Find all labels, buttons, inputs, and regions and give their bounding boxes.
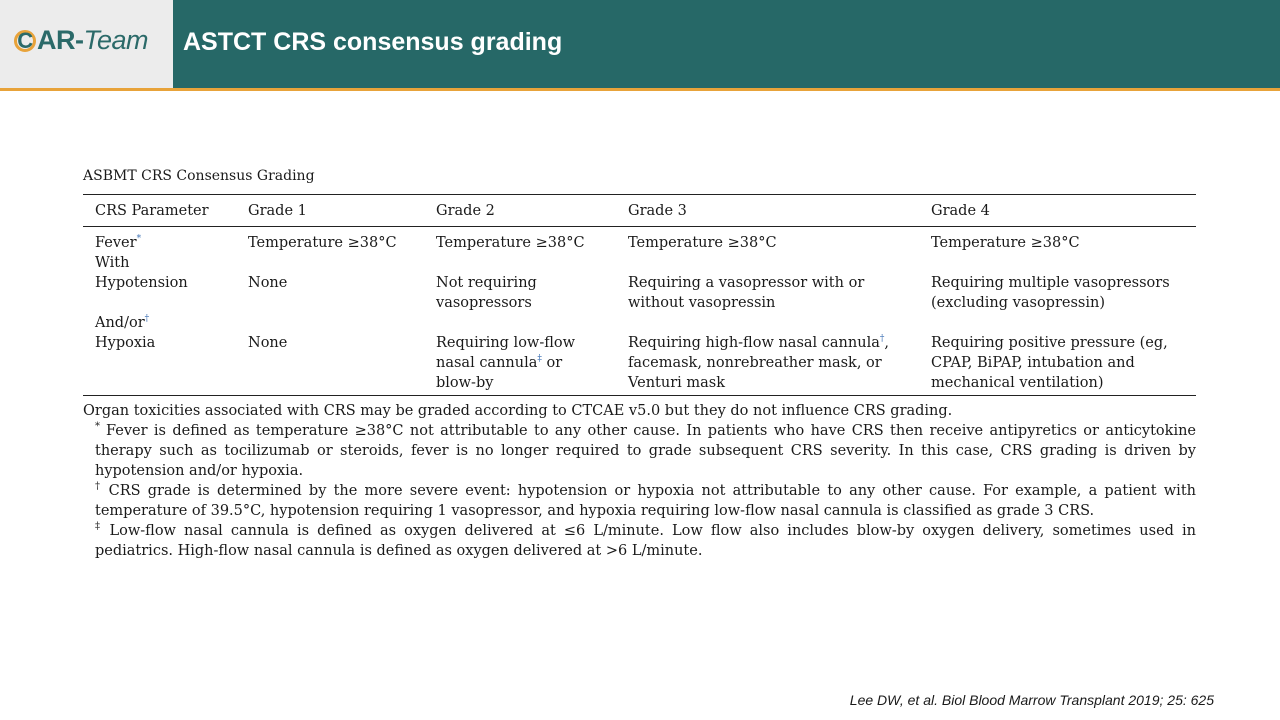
car-team-logo xyxy=(14,25,148,56)
note-fever-definition: * Fever is defined as temperature ≥38°C not attributable to any other cause. In patients who have CRS then receive antipyretics or anticytokine therapy such as tocilizumab or steroids, fever is no longer required to grade subsequent CRS severity. In this case, CRS grading is driven by hypotension and/or hypoxia. xyxy=(95,421,1196,479)
header-crs-parameter: CRS Parameter xyxy=(83,195,248,227)
hypoxia-g2-footnote-mark: ‡ xyxy=(537,354,542,365)
logo-team-text: Team xyxy=(83,25,149,55)
param-with: With xyxy=(95,255,130,271)
hypoxia-g3-footnote-mark: † xyxy=(879,334,885,345)
grading-table xyxy=(83,194,1196,396)
table-header-row xyxy=(83,195,1196,227)
header-grade-4: Grade 4 xyxy=(931,195,1196,227)
note-nasal-cannula: ‡ Low-flow nasal cannula is defined as oxygen delivered at ≤6 L/minute. Low flow also includes blow-by oxygen delivery, sometimes used in pediatrics. High-flow nasal cannula is defined as oxygen delivered at >6 L/minute. xyxy=(95,521,1196,559)
hypotension-grade-3: Requiring a vasopressor with or without vasopressin xyxy=(628,275,865,311)
hypotension-grade-4: Requiring multiple vasopressors (excluding vasopressin) xyxy=(931,275,1170,311)
hypoxia-grade-4: Requiring positive pressure (eg, CPAP, BiPAP, intubation and mechanical ventilation) xyxy=(931,333,1196,396)
table-row-with xyxy=(83,253,1196,273)
note-organ-toxicities: Organ toxicities associated with CRS may be graded according to CTCAE v5.0 but they do not influence CRS grading. xyxy=(83,403,953,419)
fever-footnote-mark: * xyxy=(136,234,142,245)
param-hypoxia: Hypoxia xyxy=(83,333,248,396)
table-footnotes xyxy=(83,401,1196,561)
hypotension-grade-1: None xyxy=(248,275,288,291)
hypotension-grade-2: Not requiring vasopressors xyxy=(436,275,537,311)
note-grade-determination: † CRS grade is determined by the more severe event: hypotension or hypoxia not attributable to any other cause. For example, a patient with temperature of 39.5°C, hypotension requiring 1 vasopressor, and hypoxia requiring low-flow nasal cannula is classified as grade 3 CRS. xyxy=(95,481,1196,519)
slide-content xyxy=(83,168,1196,561)
table-caption: ASBMT CRS Consensus Grading xyxy=(83,168,315,184)
table-row-andor xyxy=(83,313,1196,333)
header-accent-line xyxy=(0,88,1280,91)
param-andor: And/or† xyxy=(95,314,150,331)
slide-title: ASTCT CRS consensus grading xyxy=(183,28,563,56)
fever-grade-2: Temperature ≥38°C xyxy=(436,235,585,251)
logo-ar-text: AR- xyxy=(37,25,84,55)
fever-label: Fever xyxy=(95,235,137,251)
header-grade-3: Grade 3 xyxy=(628,195,931,227)
table-row-hypotension xyxy=(83,273,1196,313)
hypoxia-grade-2: Requiring low-flow nasal cannula‡ or blow-by xyxy=(436,333,628,396)
fever-grade-3: Temperature ≥38°C xyxy=(628,235,777,251)
param-fever xyxy=(83,227,248,254)
fever-grade-1: Temperature ≥38°C xyxy=(248,235,397,251)
header-bar xyxy=(173,0,1280,88)
param-hypotension: Hypotension xyxy=(95,275,188,291)
header-grade-1: Grade 1 xyxy=(248,195,436,227)
hypoxia-grade-1: None xyxy=(248,333,436,396)
citation: Lee DW, et al. Biol Blood Marrow Transplant 2019; 25: 625 xyxy=(849,692,1214,708)
logo-panel xyxy=(0,0,173,88)
fever-grade-4: Temperature ≥38°C xyxy=(931,235,1080,251)
table-row-fever xyxy=(83,227,1196,254)
header-grade-2: Grade 2 xyxy=(436,195,628,227)
logo-c-letter: C xyxy=(14,30,36,52)
hypoxia-grade-3: Requiring high-flow nasal cannula†, facemask, nonrebreather mask, or Venturi mask xyxy=(628,333,931,396)
table-row-hypoxia xyxy=(83,333,1196,396)
andor-footnote-mark: † xyxy=(144,314,150,325)
